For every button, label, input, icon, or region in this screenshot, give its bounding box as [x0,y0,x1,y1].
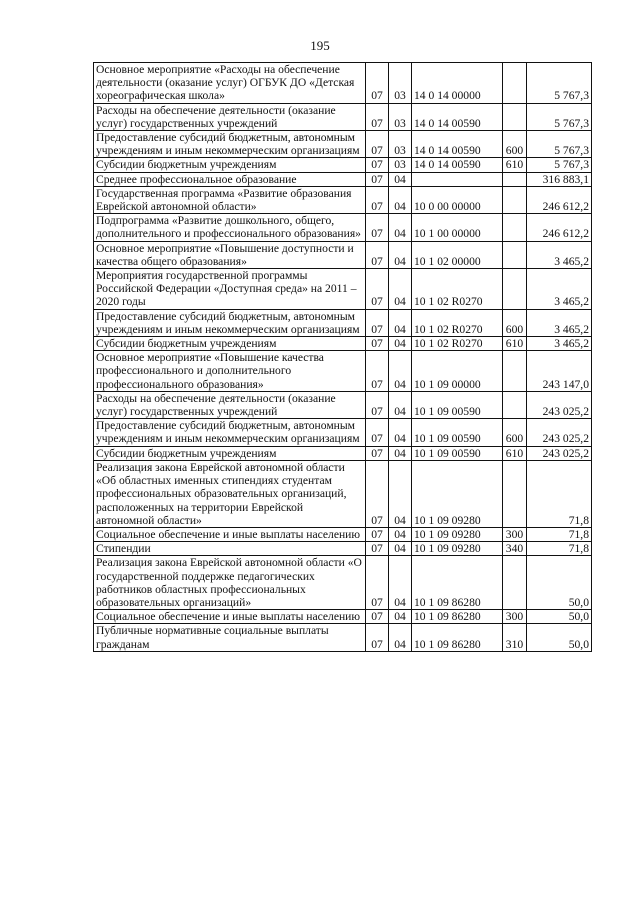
amount: 243 025,2 [527,419,592,446]
section-code: 07 [366,337,389,351]
amount: 71,8 [527,460,592,527]
item-name: Мероприятия государственной программы Российской Федерации «Доступная среда» на 2011 – 2020 годы [94,269,366,310]
amount: 316 883,1 [527,172,592,186]
amount: 3 465,2 [527,241,592,268]
item-name: Государственная программа «Развитие образования Еврейской автономной области» [94,186,366,213]
table-row [94,172,592,186]
subsection-code: 04 [389,391,412,418]
target-article-code: 14 0 14 00590 [412,158,503,172]
budget-table [93,62,592,652]
amount: 71,8 [527,542,592,556]
section-code: 07 [366,186,389,213]
table-row [94,624,592,651]
subsection-code: 04 [389,624,412,651]
table-row [94,269,592,310]
section-code: 07 [366,309,389,336]
subsection-code: 04 [389,269,412,310]
page-number: 195 [310,38,330,53]
target-article-code: 10 1 02 R0270 [412,337,503,351]
table-row [94,527,592,541]
item-name: Реализация закона Еврейской автономной области «О государственной поддержке педагогических работников областных профессиональных образовательных организаций» [94,556,366,610]
expense-type-code [503,460,527,527]
target-article-code: 14 0 14 00590 [412,131,503,158]
expense-type-code [503,556,527,610]
item-name: Публичные нормативные социальные выплаты гражданам [94,624,366,651]
item-name: Предоставление субсидий бюджетным, автономным учреждениям и иным некоммерческим организациям [94,309,366,336]
subsection-code: 03 [389,103,412,130]
section-code: 07 [366,351,389,392]
amount: 50,0 [527,556,592,610]
amount: 50,0 [527,610,592,624]
expense-type-code: 600 [503,131,527,158]
subsection-code: 04 [389,172,412,186]
section-code: 07 [366,624,389,651]
table-row [94,419,592,446]
expense-type-code [503,241,527,268]
subsection-code: 03 [389,63,412,104]
subsection-code: 04 [389,419,412,446]
amount: 243 025,2 [527,391,592,418]
amount: 3 465,2 [527,269,592,310]
table-row [94,131,592,158]
table-row [94,542,592,556]
subsection-code: 04 [389,214,412,241]
target-article-code: 10 1 09 86280 [412,556,503,610]
table-row [94,241,592,268]
target-article-code: 10 1 09 86280 [412,610,503,624]
section-code: 07 [366,460,389,527]
table-row [94,446,592,460]
section-code: 07 [366,391,389,418]
expense-type-code [503,391,527,418]
amount: 5 767,3 [527,103,592,130]
table-row [94,610,592,624]
amount: 5 767,3 [527,63,592,104]
expense-type-code: 310 [503,624,527,651]
section-code: 07 [366,542,389,556]
table-row [94,391,592,418]
section-code: 07 [366,269,389,310]
expense-type-code [503,172,527,186]
expense-type-code: 610 [503,446,527,460]
amount: 243 147,0 [527,351,592,392]
subsection-code: 04 [389,610,412,624]
expense-type-code [503,63,527,104]
table-row [94,556,592,610]
item-name: Среднее профессиональное образование [94,172,366,186]
section-code: 07 [366,241,389,268]
amount: 5 767,3 [527,131,592,158]
subsection-code: 04 [389,556,412,610]
target-article-code: 10 1 02 R0270 [412,309,503,336]
target-article-code: 10 1 09 86280 [412,624,503,651]
subsection-code: 04 [389,542,412,556]
item-name: Основное мероприятие «Повышение качества профессионального и дополнительного профессионального образования» [94,351,366,392]
item-name: Стипендии [94,542,366,556]
section-code: 07 [366,446,389,460]
section-code: 07 [366,556,389,610]
expense-type-code [503,269,527,310]
section-code: 07 [366,158,389,172]
table-row [94,103,592,130]
section-code: 07 [366,419,389,446]
section-code: 07 [366,172,389,186]
item-name: Подпрограмма «Развитие дошкольного, общего, дополнительного и профессионального образования» [94,214,366,241]
item-name: Основное мероприятие «Повышение доступности и качества общего образования» [94,241,366,268]
budget-table-body [94,63,592,652]
expense-type-code: 300 [503,610,527,624]
expense-type-code: 610 [503,158,527,172]
expense-type-code: 610 [503,337,527,351]
expense-type-code [503,103,527,130]
table-row [94,186,592,213]
table-row [94,214,592,241]
target-article-code: 10 1 09 09280 [412,460,503,527]
expense-type-code [503,214,527,241]
section-code: 07 [366,131,389,158]
item-name: Расходы на обеспечение деятельности (оказание услуг) государственных учреждений [94,391,366,418]
section-code: 07 [366,610,389,624]
subsection-code: 03 [389,158,412,172]
subsection-code: 04 [389,241,412,268]
amount: 71,8 [527,527,592,541]
table-row [94,351,592,392]
amount: 243 025,2 [527,446,592,460]
expense-type-code: 300 [503,527,527,541]
amount: 246 612,2 [527,214,592,241]
table-row [94,158,592,172]
amount: 5 767,3 [527,158,592,172]
target-article-code [412,172,503,186]
subsection-code: 03 [389,131,412,158]
subsection-code: 04 [389,351,412,392]
section-code: 07 [366,527,389,541]
item-name: Предоставление субсидий бюджетным, автономным учреждениям и иным некоммерческим организациям [94,419,366,446]
expense-type-code: 600 [503,419,527,446]
expense-type-code [503,351,527,392]
section-code: 07 [366,63,389,104]
amount: 3 465,2 [527,309,592,336]
item-name: Субсидии бюджетным учреждениям [94,158,366,172]
subsection-code: 04 [389,309,412,336]
item-name: Расходы на обеспечение деятельности (оказание услуг) государственных учреждений [94,103,366,130]
item-name: Основное мероприятие «Расходы на обеспечение деятельности (оказание услуг) ОГБУК ДО «Детская хореографическая школа» [94,63,366,104]
amount: 246 612,2 [527,186,592,213]
target-article-code: 10 1 02 R0270 [412,269,503,310]
target-article-code: 10 1 09 00000 [412,351,503,392]
target-article-code: 10 1 09 00590 [412,419,503,446]
subsection-code: 04 [389,186,412,213]
item-name: Социальное обеспечение и иные выплаты населению [94,527,366,541]
subsection-code: 04 [389,446,412,460]
subsection-code: 04 [389,460,412,527]
target-article-code: 10 1 02 00000 [412,241,503,268]
expense-type-code: 600 [503,309,527,336]
amount: 50,0 [527,624,592,651]
item-name: Социальное обеспечение и иные выплаты населению [94,610,366,624]
expense-type-code: 340 [503,542,527,556]
item-name: Предоставление субсидий бюджетным, автономным учреждениям и иным некоммерческим организациям [94,131,366,158]
table-row [94,337,592,351]
target-article-code: 10 0 00 00000 [412,186,503,213]
item-name: Субсидии бюджетным учреждениям [94,446,366,460]
amount: 3 465,2 [527,337,592,351]
target-article-code: 10 1 00 00000 [412,214,503,241]
section-code: 07 [366,214,389,241]
target-article-code: 10 1 09 00590 [412,391,503,418]
expense-type-code [503,186,527,213]
subsection-code: 04 [389,337,412,351]
target-article-code: 10 1 09 00590 [412,446,503,460]
table-row [94,309,592,336]
section-code: 07 [366,103,389,130]
target-article-code: 14 0 14 00590 [412,103,503,130]
subsection-code: 04 [389,527,412,541]
table-row [94,460,592,527]
target-article-code: 10 1 09 09280 [412,527,503,541]
item-name: Субсидии бюджетным учреждениям [94,337,366,351]
item-name: Реализация закона Еврейской автономной области «Об областных именных стипендиях студентам профессиональных образовательных организаций, расположенных на территории Еврейской автономной области» [94,460,366,527]
table-row [94,63,592,104]
target-article-code: 10 1 09 09280 [412,542,503,556]
target-article-code: 14 0 14 00000 [412,63,503,104]
